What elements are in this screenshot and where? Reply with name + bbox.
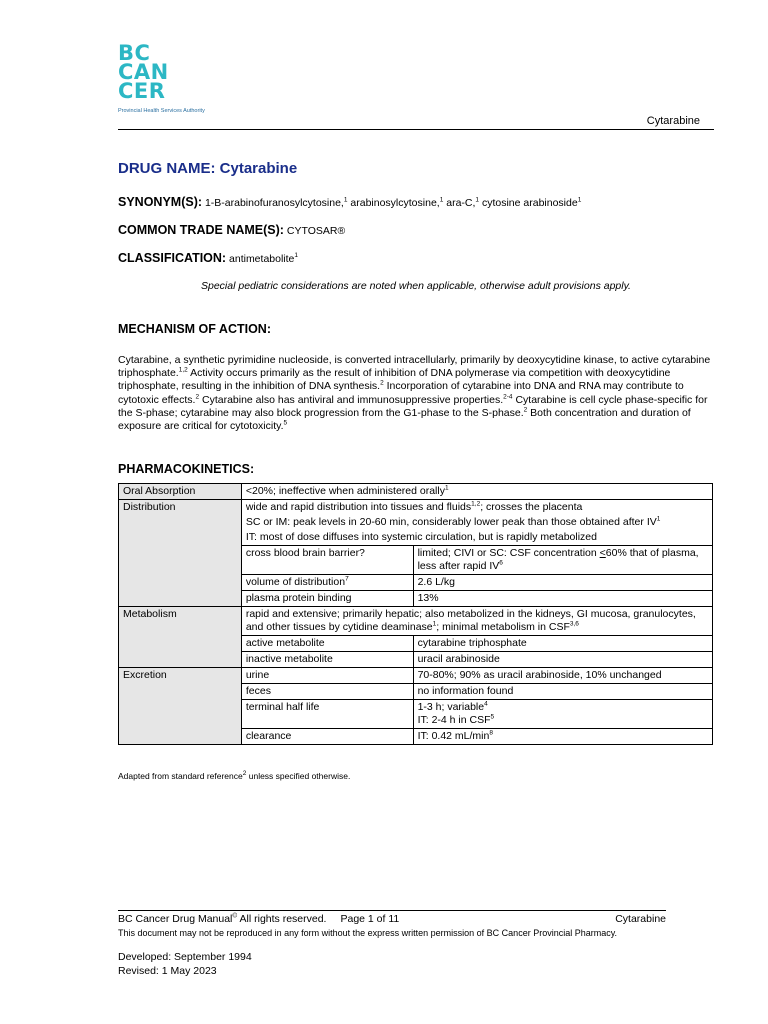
pk-value-metabolism <box>241 607 712 636</box>
synonyms-field <box>118 195 581 209</box>
cell-text: IT: 0.42 mL/min <box>417 730 490 742</box>
pk-value-inactive: uracil arabinoside <box>413 652 712 668</box>
cell-text: limited; CIVI or SC: CSF concentration <box>417 547 600 559</box>
table-row <box>119 500 713 546</box>
ref: 3,6 <box>569 620 579 628</box>
classification-label: CLASSIFICATION: <box>118 251 227 265</box>
ref: 2 <box>523 406 528 414</box>
ref: 1 <box>475 196 480 204</box>
logo-line-1: BC <box>118 41 151 65</box>
cell-text: IT: 2-4 h in CSF <box>417 714 491 726</box>
pk-label-distribution: Distribution <box>119 500 242 607</box>
synonym-1: 1-B-arabinofuranosylcytosine, <box>202 197 344 209</box>
cell-text: ; minimal metabolism in CSF <box>436 621 570 633</box>
pk-sublabel-half-life: terminal half life <box>241 700 413 729</box>
ref: 4 <box>484 700 488 708</box>
moa-paragraph <box>118 354 714 433</box>
ref: 5 <box>490 713 495 721</box>
footer-divider <box>118 910 666 911</box>
footer-drug-name: Cytarabine <box>615 913 666 925</box>
ref: 1 <box>656 515 661 523</box>
footer-manual-text: BC Cancer Drug Manual <box>118 913 233 925</box>
pk-value-urine: 70-80%; 90% as uracil arabinoside, 10% unchanged <box>413 668 712 684</box>
pk-value-half-life <box>413 700 712 729</box>
cell-text: wide and rapid distribution into tissues and fluids <box>245 501 472 513</box>
trade-name-value: CYTOSAR® <box>283 225 346 237</box>
cell-line <box>418 714 708 727</box>
cell-text: rapid and extensive; primarily hepatic; also metabolized in the kidneys, GI mucosa, granulocytes, and other tissues by cytidine deaminase <box>245 608 696 633</box>
pk-sublabel-clearance: clearance <box>241 729 413 745</box>
pk-sublabel-bbb: cross blood brain barrier? <box>241 546 413 575</box>
header-divider <box>118 129 714 130</box>
ref: 1 <box>439 196 444 204</box>
adapted-text: unless specified otherwise. <box>246 771 351 781</box>
pk-sublabel-vd <box>241 575 413 591</box>
pk-sublabel-feces: feces <box>241 684 413 700</box>
pk-value-active: cytarabine triphosphate <box>413 636 712 652</box>
ref: 5 <box>283 419 288 427</box>
pk-value-feces: no information found <box>413 684 712 700</box>
moa-text: Cytarabine also has antiviral and immunosuppressive properties. <box>199 393 504 406</box>
footer-manual <box>118 913 326 925</box>
synonyms-label: SYNONYM(S): <box>118 195 203 209</box>
pk-sublabel-urine: urine <box>241 668 413 684</box>
pk-label-excretion: Excretion <box>119 668 242 745</box>
ref: 2-4 <box>503 393 513 401</box>
logo-line-3: CER <box>118 79 166 103</box>
footer-line <box>118 913 666 925</box>
synonym-2: arabinosylcytosine, <box>347 197 440 209</box>
synonym-4: cytosine arabinoside <box>479 197 578 209</box>
trade-name-field <box>118 223 345 237</box>
table-row <box>119 668 713 684</box>
cell-line <box>418 701 708 714</box>
pk-value-vd: 2.6 L/kg <box>413 575 712 591</box>
footer-revised: Revised: 1 May 2023 <box>118 965 217 977</box>
trade-name-label: COMMON TRADE NAME(S): <box>118 223 284 237</box>
ref: 1 <box>294 252 299 259</box>
pk-heading: PHARMACOKINETICS: <box>118 462 255 476</box>
footer-developed: Developed: September 1994 <box>118 951 252 963</box>
ref: 1,2 <box>178 366 188 374</box>
moa-text: Cytarabine is cell cycle phase-specific for the S-phase; cytarabine may also block progression from the G1-phase to the S-phase. <box>118 393 708 419</box>
table-row <box>119 484 713 500</box>
cell-line: IT: most of dose diffuses into systemic circulation, but is rapidly metabolized <box>245 531 597 543</box>
pk-sublabel-ppb: plasma protein binding <box>241 591 413 607</box>
ref: 1 <box>577 196 582 204</box>
ref: 1 <box>343 196 348 204</box>
pharmacokinetics-table <box>118 483 713 745</box>
page-title: DRUG NAME: Cytarabine <box>118 160 298 177</box>
footer-notice: This document may not be reproduced in any form without the express written permission of BC Cancer Provincial Pharmacy. <box>118 928 618 938</box>
cell-text: 60% that of plasma, less after rapid IV <box>417 547 699 572</box>
pk-value-oral <box>241 484 712 500</box>
ref: 1 <box>432 620 437 628</box>
ref: 2 <box>195 393 200 401</box>
pk-value-clearance <box>413 729 712 745</box>
moa-text: Incorporation of cytarabine into DNA and RNA may contribute to cytotoxic effects. <box>118 380 684 406</box>
footer-page-number: Page 1 of 11 <box>340 913 400 925</box>
moa-text: Both concentration and duration of exposure are critical for cytotoxicity. <box>118 406 691 433</box>
ref: 6 <box>499 559 503 567</box>
ref: 1 <box>444 484 449 492</box>
pk-label-metabolism: Metabolism <box>119 607 242 668</box>
ref: 7 <box>345 575 349 583</box>
cell-text: < <box>599 547 606 559</box>
ref: 2 <box>242 770 247 778</box>
ref: 1,2 <box>471 500 481 508</box>
pk-value-distribution <box>241 500 712 546</box>
cell-text: <20%; ineffective when administered orally <box>245 485 445 497</box>
cell-text: 1-3 h; variable <box>417 701 485 713</box>
pk-sublabel-active: active metabolite <box>241 636 413 652</box>
logo-subtitle: Provincial Health Services Authority <box>118 108 205 114</box>
header-drug-name: Cytarabine <box>646 115 700 127</box>
synonym-3: ara-C, <box>443 197 476 209</box>
bc-cancer-logo <box>118 41 169 103</box>
cell-text: ; crosses the placenta <box>480 501 583 513</box>
footer-rights: All rights reserved. <box>237 913 327 925</box>
ref: 8 <box>489 729 493 737</box>
moa-text: Activity occurs primarily as the result of inhibition of DNA polymerase via competition with deoxycytidine triphosphate, resulting in the inhibition of DNA synthesis. <box>118 367 671 393</box>
table-row <box>119 607 713 636</box>
cell-text: volume of distribution <box>245 576 346 588</box>
classification-field <box>118 251 298 265</box>
special-pediatric-note: Special pediatric considerations are noted when applicable, otherwise adult provisions apply. <box>201 280 631 292</box>
pk-value-bbb <box>413 546 712 575</box>
cell-line <box>246 501 708 514</box>
copyright-mark: © <box>232 912 238 920</box>
adapted-text: Adapted from standard reference <box>118 771 243 781</box>
pk-label-oral: Oral Absorption <box>119 484 242 500</box>
ref: 2 <box>380 379 384 387</box>
moa-heading: MECHANISM OF ACTION: <box>118 322 271 336</box>
cell-text: SC or IM: peak levels in 20-60 min, considerably lower peak than those obtained after IV <box>245 516 657 528</box>
logo-line-2: CAN <box>118 60 169 84</box>
pk-value-ppb: 13% <box>413 591 712 607</box>
pk-sublabel-inactive: inactive metabolite <box>241 652 413 668</box>
moa-text: Cytarabine, a synthetic pyrimidine nucleoside, is converted intracellularly, primarily by deoxycytidine kinase, to active cytarabine triphosphate. <box>118 354 711 380</box>
adapted-note <box>118 771 350 781</box>
cell-line <box>246 516 708 529</box>
classification-value: antimetabolite <box>226 253 295 265</box>
